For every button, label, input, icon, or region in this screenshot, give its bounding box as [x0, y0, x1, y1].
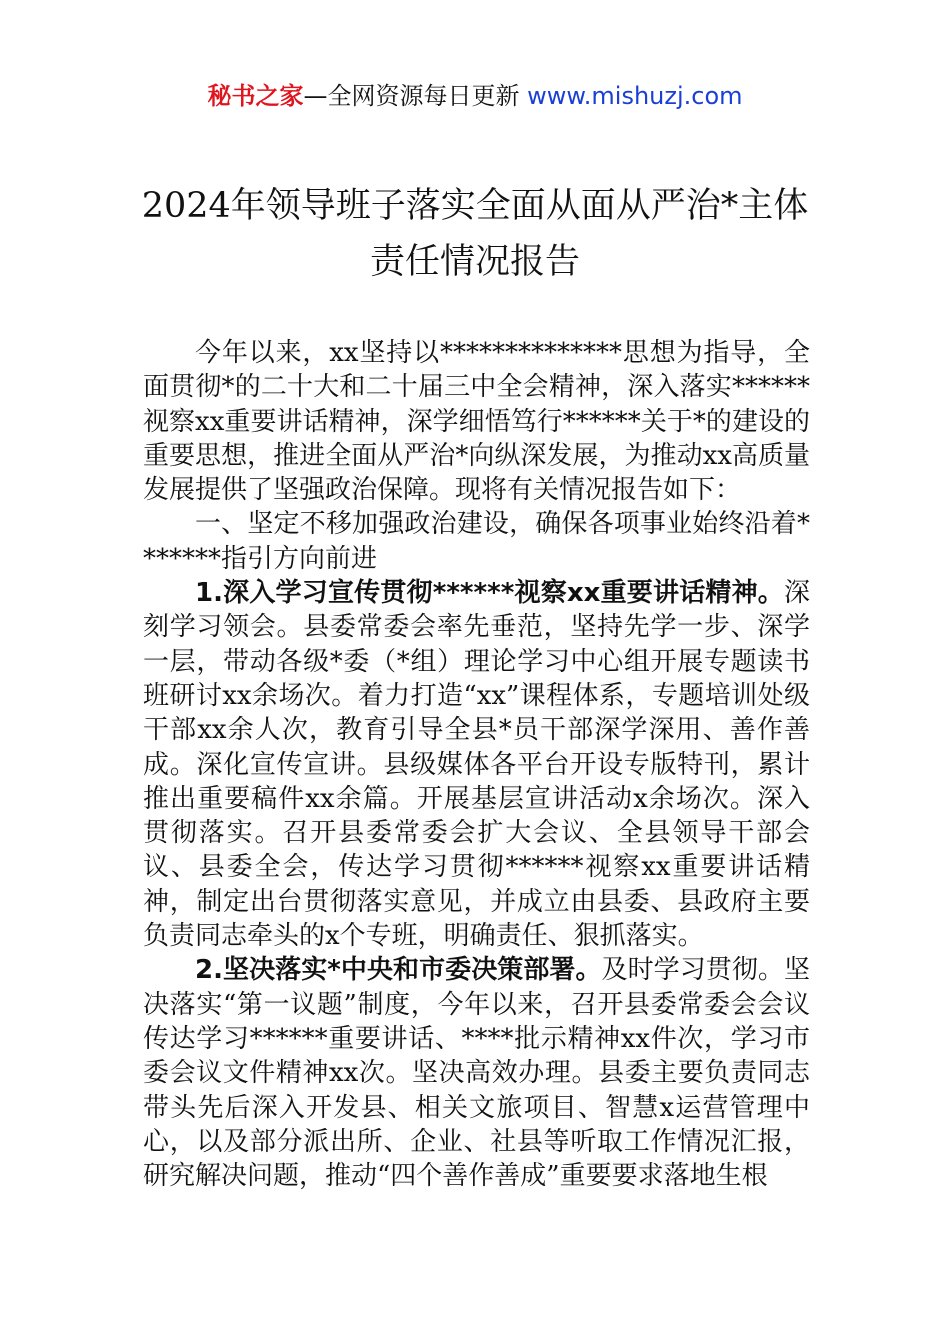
item-2-paragraph: [143, 953, 810, 1193]
site-header: [0, 80, 950, 112]
section-heading-1: 一、坚定不移加强政治建设，确保各项事业始终沿着*******指引方向前进: [143, 509, 810, 574]
document-body: [143, 336, 810, 1193]
item-1-paragraph: [143, 576, 810, 953]
site-tagline: —全网资源每日更新: [303, 82, 528, 110]
document-title: 2024年领导班子落实全面从面从严治*主体责任情况报告: [141, 186, 809, 282]
item-2-body: 及时学习贯彻。坚决落实“第一议题”制度，今年以来，召开县委常委会会议传达学习******重要讲话、****批示精神xx件次，学习市委会议文件精神xx次。坚决高效办理。县委主要负责同志带头先后深入开发县、相关文旅项目、智慧x运营管理中心，以及部分派出所、企业、社县等听取工作情况汇报，研究解决问题，推动“四个善作善成”重要要求落地生根: [143, 955, 810, 1192]
item-2-heading: 2.坚决落实*中央和市委决策部署。: [195, 955, 602, 986]
site-url[interactable]: www.mishuzj.com: [527, 82, 743, 110]
item-1-body: 深刻学习领会。县委常委会率先垂范，坚持先学一步、深学一层，带动各级*委（*组）理论学习中心组开展专题读书班研讨xx余场次。着力打造“xx”课程体系，专题培训处级干部xx余人次，教育引导全县*员干部深学深用、善作善成。深化宣传宣讲。县级媒体各平台开设专版特刊，累计推出重要稿件xx余篇。开展基层宣讲活动x余场次。深入贯彻落实。召开县委常委会扩大会议、全县领导干部会议、县委全会，传达学习贯彻******视察xx重要讲话精神，制定出台贯彻落实意见，并成立由县委、县政府主要负责同志牵头的x个专班，明确责任、狠抓落实。: [143, 578, 810, 952]
intro-paragraph: 今年以来，xx坚持以**************思想为指导，全面贯彻*的二十大和二十届三中全会精神，深入落实******视察xx重要讲话精神，深学细悟笃行******关于*的建设的重要思想，推进全面从严治*向纵深发展，为推动xx高质量发展提供了坚强政治保障。现将有关情况报告如下：: [143, 338, 810, 506]
item-1-heading: 1.深入学习宣传贯彻******视察xx重要讲话精神。: [195, 578, 784, 609]
site-brand: 秘书之家: [207, 82, 304, 110]
